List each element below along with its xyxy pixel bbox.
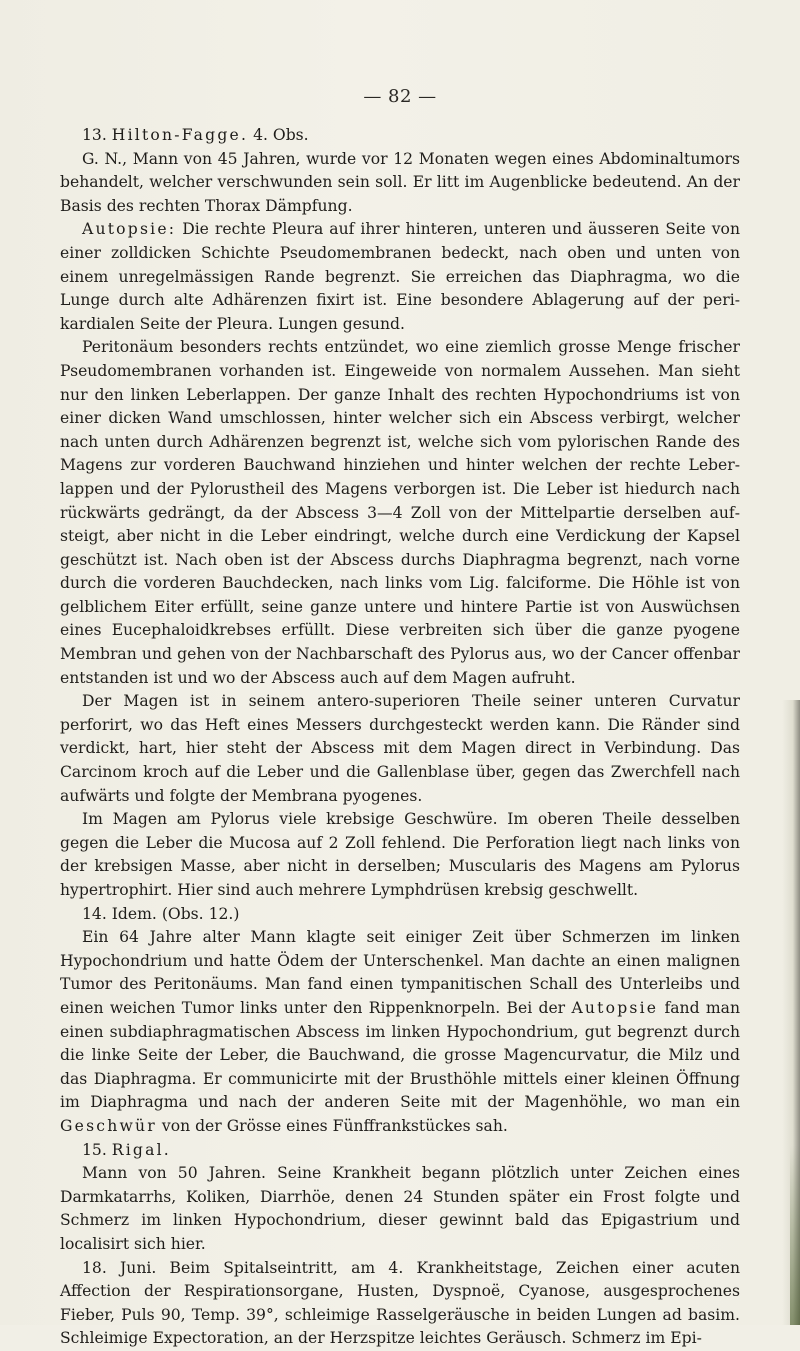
paragraph-text: fand man einen subdiaphragmatischen Abscess im linken Hypochondrium, gut begrenzt durch die linke Seite der Leber, die Bauchwand, die grosse Magencurvatur, die Milz und das Diaphragma. Er communicirte mit der Brusthöhle mittels einer kleinen Öffnung im Diaphragma und nach der anderen Seite mit der Magenhöhle, wo man ein	[60, 998, 741, 1112]
author-name: Rigal.	[111, 1140, 171, 1159]
paragraph: 18. Juni. Beim Spitalseintritt, am 4. Krankheitstage, Zeichen einer acuten Affection der Respirationsorgane, Husten, Dyspnoë, Cyanose, ausgesprochenes Fieber, Puls 90, Temp. 39°, schleimige Rasselgeräusche in beiden Lungen ad basim. Schleimige Expectoration, an der Herzspitze leichtes Geräusch. Schmerz im Epi-	[60, 1258, 740, 1348]
page-number: — 82 —	[363, 86, 437, 107]
emphasis-term: Geschwür	[60, 1116, 157, 1135]
paragraph: Im Magen am Pylorus viele krebsige Geschwüre. Im oberen Theile desselben gegen die Leber die Mucosa auf 2 Zoll fehlend. Die Perforation liegt nach links von der krebsigen Masse, aber nicht in derselben; Muscularis des Magens am Pylorus hypertrophirt. Hier sind auch mehrere Lymphdrüsen krebsig geschwellt.	[60, 810, 740, 899]
case-reference: 4. Obs.	[248, 126, 309, 144]
author-name: Hilton-Fagge.	[111, 126, 249, 144]
paragraph: Mann von 50 Jahren. Seine Krankheit begann plötzlich unter Zeichen eines Darmkatarrhs, Koliken, Diarrhöe, denen 24 Stunden später ein Frost folgte und Schmerz im linken Hypochondrium, dieser gewinnt bald das Epigastrium und localisirt sich hier.	[60, 1164, 740, 1253]
paragraph-autopsy	[60, 218, 740, 336]
case-number: 15.	[82, 1140, 112, 1159]
case-heading-14: 14. Idem. (Obs. 12.)	[82, 904, 240, 923]
paragraph-text: Die rechte Pleura auf ihrer hinteren, unteren und äusseren Seite von einer zolldicken Schichte Pseudomembranen bedeckt, nach oben und unten von einem unregelmässigen Rande begrenzt. Sie erreichen das Diaphragma, wo die Lunge durch alte Adhärenzen fixirt ist. Eine besondere Ablagerung auf der perikardialen Seite der Pleura. Lungen gesund.	[60, 220, 740, 333]
autopsy-label: Autopsie:	[82, 220, 177, 239]
paragraph-case-14	[60, 926, 740, 1138]
case-number: 13.	[82, 126, 112, 144]
paragraph: G. N., Mann von 45 Jahren, wurde vor 12 Monaten wegen eines Abdominaltumors behandelt, welcher verschwunden sein soll. Er litt im Augenblicke bedeutend. An der Basis des rechten Thorax Dämpfung.	[60, 149, 740, 215]
paragraph-text: Ein 64 Jahre alter Mann klagte seit einiger Zeit über Schmerzen im linken Hypochondrium und hatte Ödem der Unterschenkel. Man dachte an einen malignen Tumor des Peritonäums. Man fand einen tympanitischen Schall des Unterleibs und einen weichen Tumor links unter den Rippenknorpeln. Bei der	[60, 928, 740, 1017]
case-heading-13	[60, 124, 740, 148]
autopsy-label: Autopsie	[571, 998, 659, 1017]
paragraph-text: von der Grösse eines Fünffrankstückes sah.	[156, 1116, 508, 1135]
page-edge-stain	[790, 1145, 800, 1325]
paragraph: Der Magen ist in seinem antero-superioren Theile seiner unteren Curvatur perforirt, wo das Heft eines Messers durchgesteckt werden kann. Die Ränder sind verdickt, hart, hier steht der Abscess mit dem Magen direct in Verbindung. Das Carcinom kroch auf die Leber und die Gallenblase über, gegen das Zwerchfell nach aufwärts und folgte der Membrana pyogenes.	[60, 692, 740, 805]
page-body	[60, 124, 740, 1351]
paragraph: Peritonäum besonders rechts entzündet, wo eine ziemlich grosse Menge frischer Pseudomembranen vorhanden ist. Eingeweide von normalem Aussehen. Man sieht nur den linken Leberlappen. Der ganze Inhalt des rechten Hypochondriums ist von einer dicken Wand umschlossen, hinter welcher sich ein Abscess verbirgt, welcher nach unten durch Adhärenzen begrenzt ist, welche sich vom pylorischen Rande des Magens zur vorderen Bauchwand hinziehen und hinter welchen der rechte Leberlappen und der Pylorustheil des Magens verborgen ist. Die Leber ist hiedurch nach rückwärts gedrängt, da der Abscess 3—4 Zoll von der Mittelpartie derselben aufsteigt, aber nicht in die Leber eindringt, welche durch eine Verdickung der Kapsel geschützt ist. Nach oben ist der Abscess durchs Diaphragma begrenzt, nach vorne durch die vorderen Bauchdecken, nach links vom Lig. falciforme. Die Höhle ist von gelblichem Eiter erfüllt, seine ganze untere und hintere Partie ist von Auswüchsen eines Eucephaloidkrebses erfüllt. Diese verbreiten sich über die ganze pyogene Membran und gehen von der Nachbarschaft des Pylorus aus, wo der Cancer offenbar entstanden ist und wo der Abscess auch auf dem Magen aufruht.	[60, 338, 740, 687]
case-heading-15	[60, 1139, 740, 1163]
